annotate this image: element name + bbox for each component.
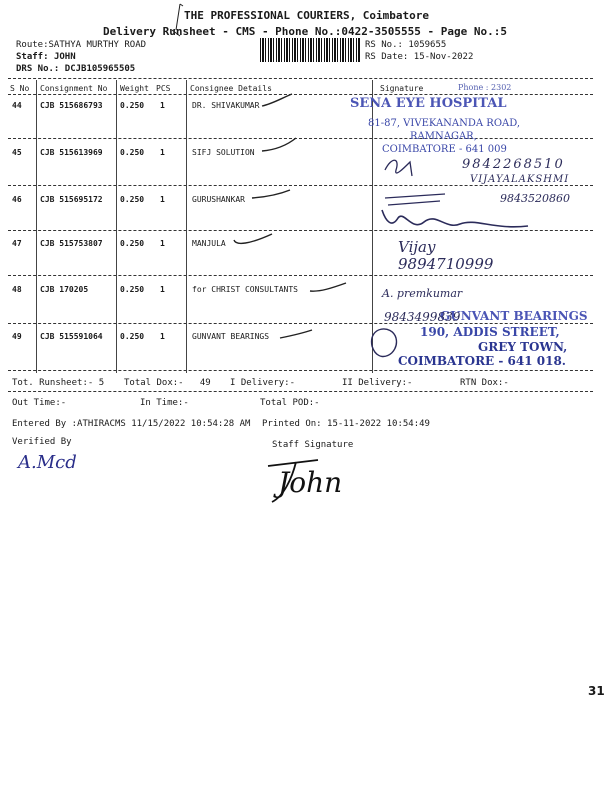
total-dox-label: Total Dox:-	[124, 378, 184, 388]
row-consignment: CJB 515613969	[40, 148, 103, 157]
row-consignee: SIFJ SOLUTION	[192, 148, 255, 157]
handwritten-name: A. premkumar	[382, 287, 463, 300]
gunvant-stamp-name: GUNVANT BEARINGS	[440, 309, 588, 323]
col-header-pcs: PCS	[156, 84, 171, 93]
row-consignee: GUNVANT BEARINGS	[192, 332, 270, 341]
col-header-consignee: Consignee Details	[190, 84, 272, 93]
row-weight: 0.250	[120, 332, 145, 341]
company-title: THE PROFESSIONAL COURIERS, Coimbatore	[184, 9, 430, 22]
col-header-consignment: Consignment No	[40, 84, 108, 93]
row-consignment: CJB 515686793	[40, 101, 103, 110]
phone-stamp: Phone : 2302	[458, 83, 512, 92]
in-time: In Time:-	[140, 398, 189, 408]
handwritten-name: Vijay	[398, 238, 436, 256]
row-weight: 0.250	[120, 101, 145, 110]
verified-initials: A.Mcd	[18, 452, 77, 473]
row-weight: 0.250	[120, 148, 145, 157]
handwritten-phone: 9842268510	[462, 157, 565, 172]
tot-runsheet-value: 5	[98, 378, 105, 388]
verified-by-label: Verified By	[12, 437, 72, 447]
rs-no-value: 1059655	[408, 40, 447, 50]
row-consignment: CJB 170205	[40, 285, 89, 294]
drs-label: DRS No.:	[16, 64, 60, 74]
handwritten-number: 9843499839	[384, 310, 461, 324]
col-header-sno: S No	[10, 84, 30, 93]
entered-by: Entered By :ATHIRACMS 11/15/2022 10:54:28 AM	[12, 419, 251, 429]
rtn-dox: RTN Dox:-	[460, 378, 509, 388]
tot-runsheet-label: Tot. Runsheet:-	[12, 378, 94, 388]
total-pod: Total POD:-	[260, 398, 320, 408]
gunvant-stamp-addr2: GREY TOWN,	[478, 340, 568, 354]
route-label: Route:	[16, 40, 49, 50]
row-consignment: CJB 515753807	[40, 239, 103, 248]
row-pcs: 1	[160, 148, 165, 157]
row-sno: 44	[12, 101, 22, 110]
row-sno: 49	[12, 332, 22, 341]
row-sno: 47	[12, 239, 22, 248]
row-consignment: CJB 515591064	[40, 332, 103, 341]
col-header-signature: Signature	[380, 84, 424, 93]
row-consignment: CJB 515695172	[40, 195, 103, 204]
hospital-stamp-addr1: 81-87, VIVEKANANDA ROAD,	[368, 118, 521, 129]
row-consignee: DR. SHIVAKUMAR	[192, 101, 260, 110]
printed-on: Printed On: 15-11-2022 10:54:49	[262, 419, 430, 429]
staff-signature: John	[278, 466, 343, 499]
rs-date-label: RS Date:	[365, 52, 409, 62]
row-sno: 46	[12, 195, 22, 204]
gunvant-stamp-addr3: COIMBATORE - 641 018.	[398, 354, 566, 368]
rs-date-value: 15-Nov-2022	[413, 52, 474, 62]
hospital-stamp-name: SENA EYE HOSPITAL	[350, 96, 507, 111]
drs-value: DCJB105965505	[64, 64, 136, 74]
row-weight: 0.250	[120, 239, 145, 248]
row-pcs: 1	[160, 332, 165, 341]
row-weight: 0.250	[120, 285, 145, 294]
margin-mark: 31	[588, 684, 605, 698]
row-pcs: 1	[160, 239, 165, 248]
row-pcs: 1	[160, 285, 165, 294]
handwritten-number: 9843520860	[500, 192, 570, 205]
total-dox-value: 49	[199, 378, 211, 388]
hospital-stamp-addr2: RAMNAGAR,	[410, 131, 477, 142]
staff-signature-label: Staff Signature	[272, 440, 354, 450]
row-sno: 48	[12, 285, 22, 294]
row-pcs: 1	[160, 195, 165, 204]
hospital-stamp-addr3: COIMBATORE - 641 009	[382, 144, 507, 155]
row-pcs: 1	[160, 101, 165, 110]
col-header-weight: Weight	[120, 84, 149, 93]
ii-delivery: II Delivery:-	[342, 378, 413, 388]
gunvant-stamp-addr1: 190, ADDIS STREET,	[420, 325, 560, 339]
handwritten-name: VIJAYALAKSHMI	[470, 174, 570, 185]
row-consignee: GURUSHANKAR	[192, 195, 245, 204]
i-delivery: I Delivery:-	[230, 378, 296, 388]
out-time: Out Time:-	[12, 398, 67, 408]
row-sno: 45	[12, 148, 22, 157]
row-weight: 0.250	[120, 195, 145, 204]
row-consignee: MANJULA	[192, 239, 226, 248]
route-value: SATHYA MURTHY ROAD	[48, 40, 147, 50]
handwritten-phone: 9894710999	[398, 255, 494, 273]
staff-label: Staff:	[16, 52, 49, 62]
staff-value: JOHN	[53, 52, 76, 62]
row-consignee: for CHRIST CONSULTANTS	[192, 285, 298, 294]
rs-no-label: RS No.:	[365, 40, 403, 50]
runsheet-title: Delivery Runsheet - CMS - Phone No.:0422-3505555 - Page No.:5	[103, 25, 507, 38]
